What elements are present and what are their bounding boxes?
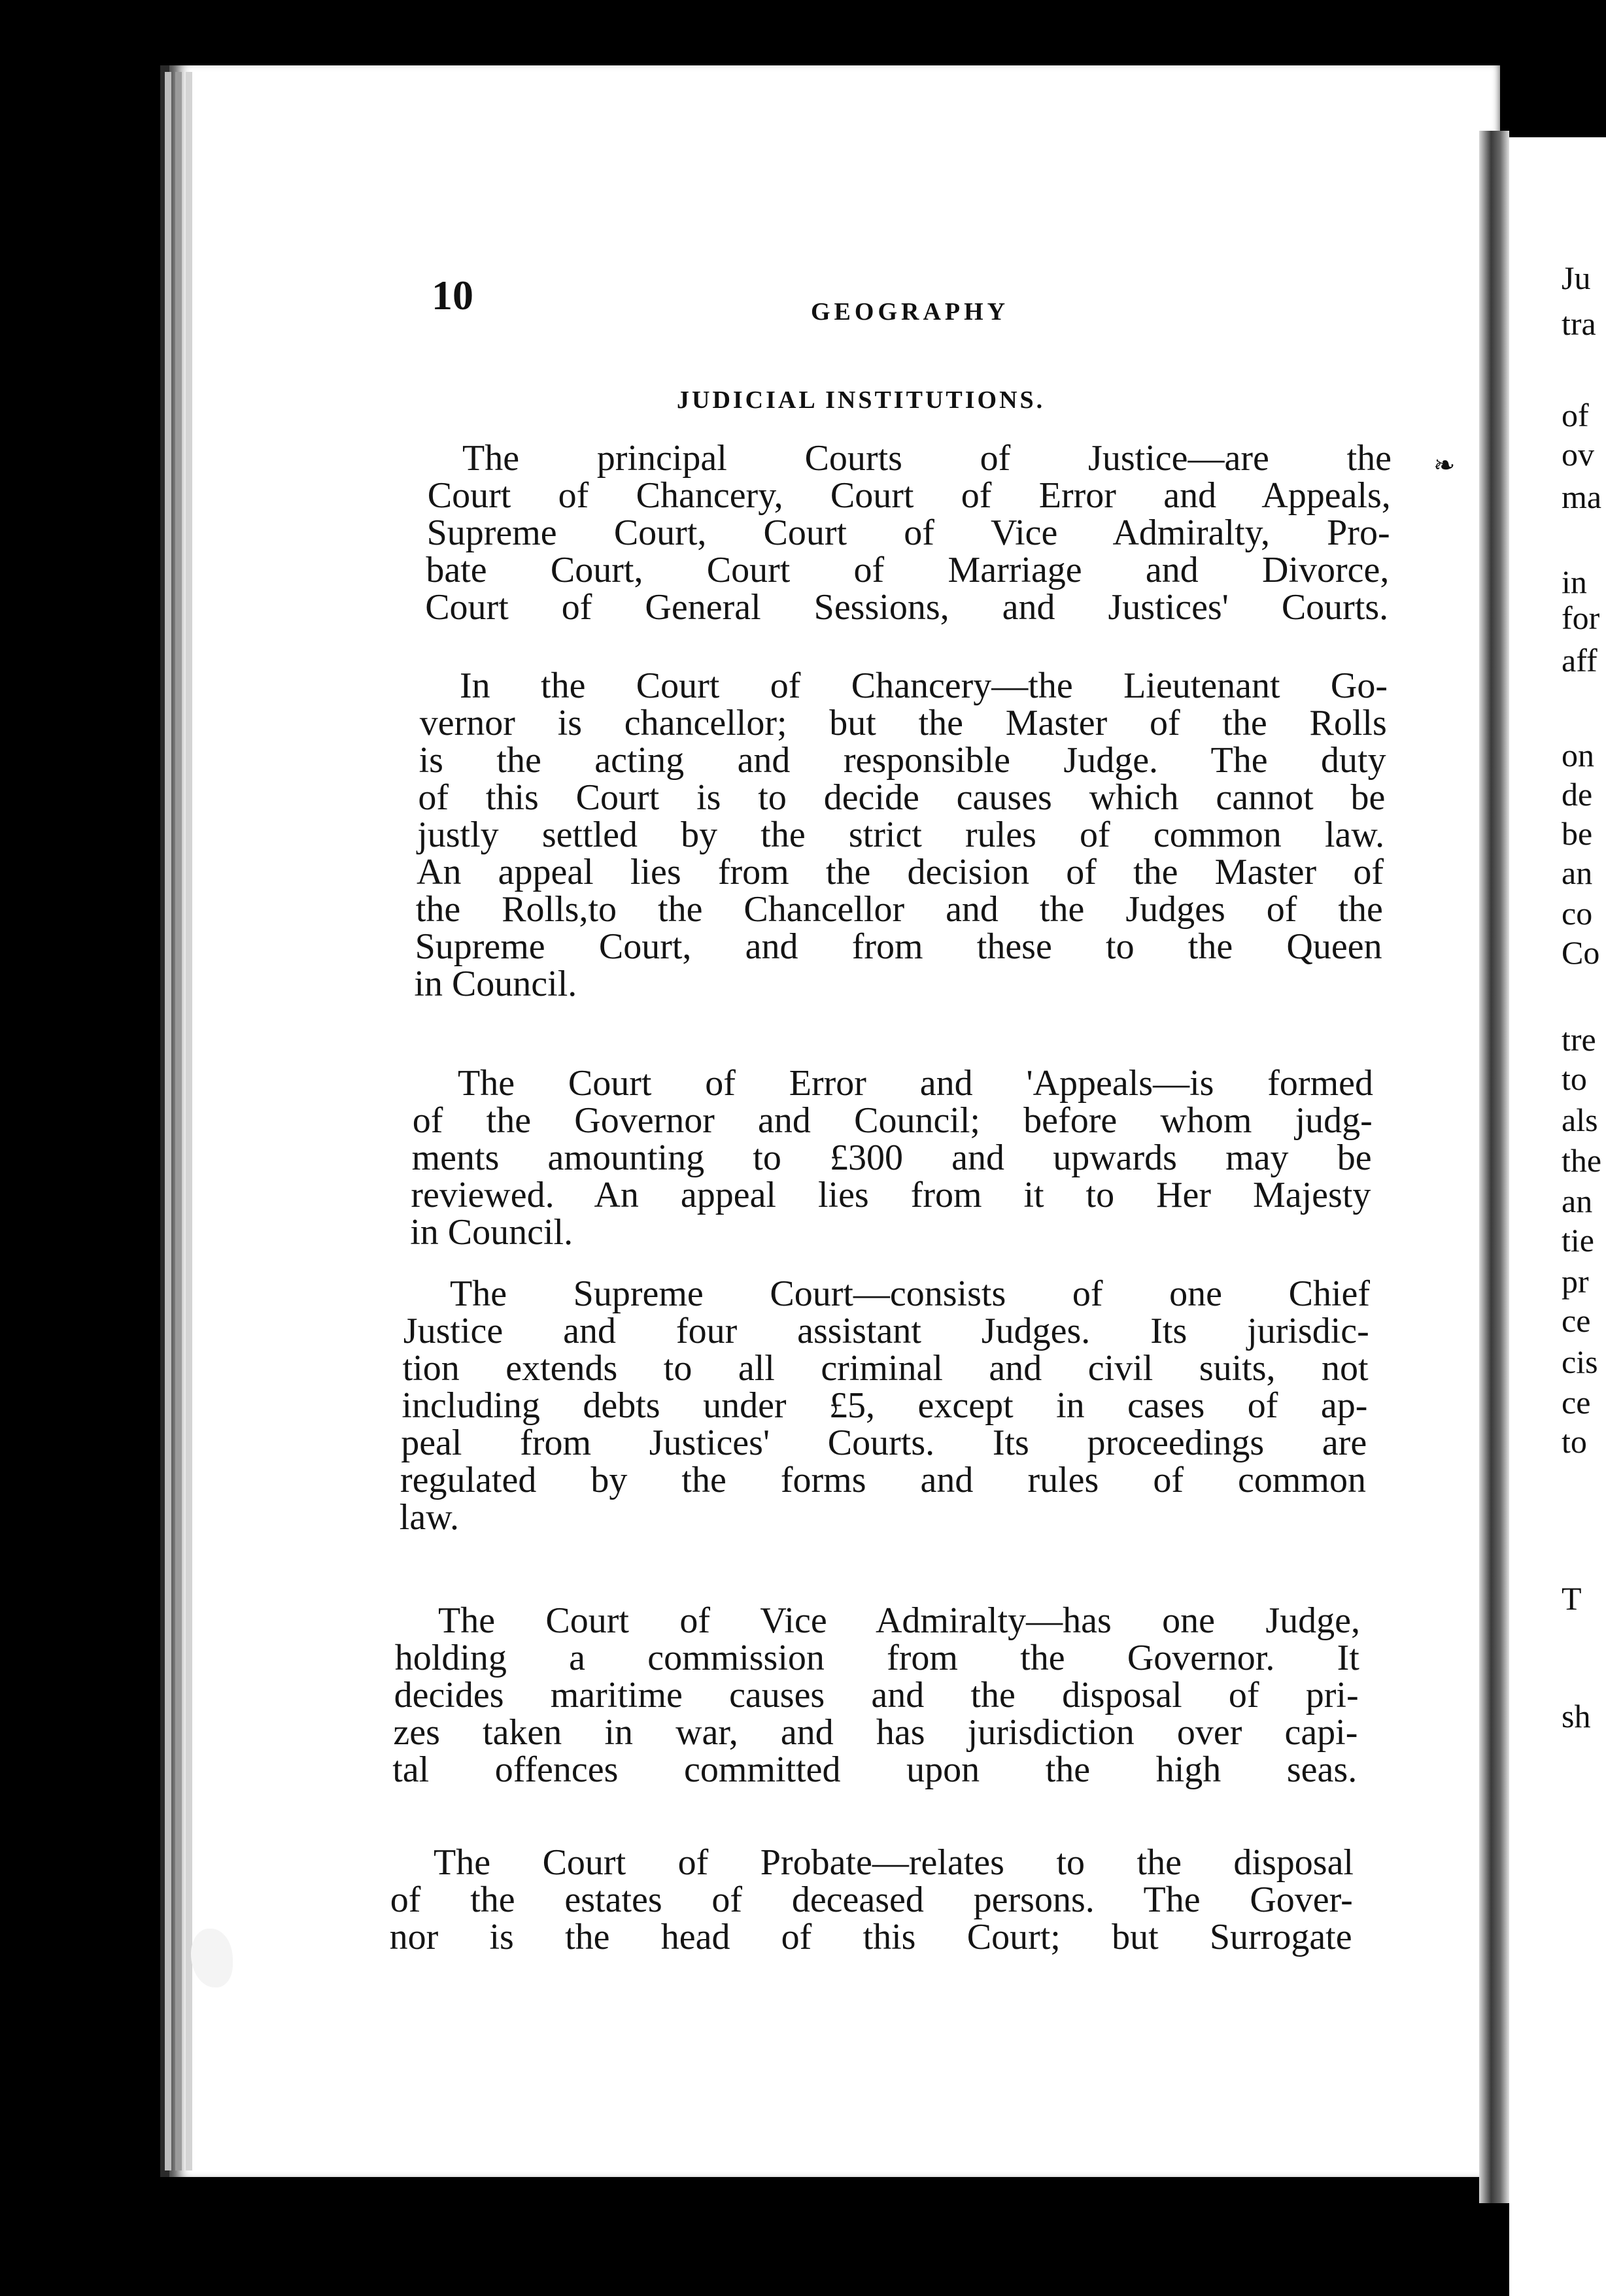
facing-page-fragment: ma: [1562, 479, 1602, 515]
text-line: holding a commission from the Governor. It: [394, 1638, 1359, 1678]
facing-page-fragment: to: [1562, 1060, 1587, 1097]
facing-page-fragment: an: [1562, 854, 1593, 891]
text-line: In the Court of Chancery—the Lieutenant Go-: [460, 666, 1388, 706]
text-line: of the Governor and Council; before whom judg-: [412, 1100, 1373, 1141]
text-line: The Court of Probate—relates to the disposal: [434, 1842, 1354, 1883]
text-line: including debts under £5, except in cases of ap-: [402, 1385, 1368, 1426]
facing-page-fragment: cis: [1562, 1343, 1598, 1380]
text-line: law.: [399, 1497, 460, 1538]
facing-page-fragment: an: [1562, 1183, 1593, 1219]
facing-page: [1509, 137, 1606, 2296]
page-edge: [186, 72, 192, 2170]
text-line: tion extends to all criminal and civil suits, not: [402, 1348, 1369, 1389]
text-line: in Council.: [414, 964, 577, 1004]
facing-page-fragment: ce: [1562, 1384, 1591, 1421]
facing-page-fragment: co: [1562, 895, 1593, 932]
text-line: ments amounting to £300 and upwards may be: [411, 1138, 1372, 1178]
facing-page-fragment: tie: [1562, 1222, 1594, 1258]
text-line: Court of General Sessions, and Justices' Courts.: [425, 587, 1389, 628]
text-line: The principal Courts of Justice—are the: [462, 438, 1392, 479]
section-title: JUDICIAL INSTITUTIONS.: [677, 386, 1046, 414]
facing-page-fragment: T: [1562, 1580, 1582, 1617]
page-edge: [175, 72, 182, 2170]
facing-page-fragment: ov: [1562, 436, 1594, 473]
text-line: regulated by the forms and rules of common: [400, 1460, 1366, 1500]
facing-page-fragment: aff: [1562, 642, 1597, 679]
text-line: in Council.: [410, 1212, 573, 1253]
page-number: 10: [432, 272, 473, 318]
text-line: Court of Chancery, Court of Error and Appeals,: [427, 475, 1391, 516]
facing-page-fragment: als: [1562, 1102, 1598, 1138]
book-gutter: [1479, 131, 1509, 2203]
text-line: bate Court, Court of Marriage and Divorce,: [426, 550, 1390, 590]
facing-page-fragment: sh: [1562, 1698, 1591, 1734]
text-line: The Court of Error and 'Appeals—is formed: [458, 1063, 1373, 1104]
facing-page-fragment: Co: [1562, 934, 1600, 971]
text-line: Supreme Court, and from these to the Queen: [415, 926, 1382, 967]
facing-page-fragment: ce: [1562, 1302, 1591, 1339]
facing-page-fragment: tra: [1562, 305, 1596, 342]
text-line: The Supreme Court—consists of one Chief: [450, 1274, 1370, 1314]
facing-page-fragment: Ju: [1562, 260, 1591, 296]
text-line: The Court of Vice Admiralty—has one Judge,: [438, 1600, 1360, 1641]
text-line: peal from Justices' Courts. Its proceedings are: [401, 1423, 1367, 1463]
page-edge: [165, 72, 171, 2170]
facing-page-fragment: on: [1562, 737, 1594, 773]
text-line: Supreme Court, Court of Vice Admiralty, Pro-: [426, 513, 1390, 553]
text-line: decides maritime causes and the disposal of pri-: [394, 1675, 1359, 1715]
text-line: of this Court is to decide causes which cannot be: [418, 777, 1386, 818]
facing-page-fragment: in: [1562, 564, 1587, 600]
running-head: GEOGRAPHY: [811, 298, 1010, 326]
ink-mark: ❧: [1433, 450, 1456, 480]
text-line: An appeal lies from the decision of the Master of: [417, 852, 1384, 892]
text-line: nor is the head of this Court; but Surrogate: [389, 1917, 1352, 1957]
text-line: is the acting and responsible Judge. The duty: [419, 740, 1386, 781]
facing-page-fragment: de: [1562, 776, 1593, 813]
text-line: of the estates of deceased persons. The Gover-: [390, 1880, 1353, 1920]
text-line: tal offences committed upon the high seas.: [392, 1749, 1358, 1790]
text-line: Justice and four assistant Judges. Its jurisdic-: [403, 1311, 1369, 1351]
facing-page-fragment: tre: [1562, 1021, 1596, 1058]
text-line: vernor is chancellor; but the Master of the Rolls: [419, 703, 1387, 743]
text-line: reviewed. An appeal lies from it to Her Majesty: [411, 1175, 1371, 1215]
facing-page-fragment: of: [1562, 397, 1589, 433]
text-line: the Rolls,to the Chancellor and the Judges of the: [415, 889, 1383, 930]
facing-page-fragment: pr: [1562, 1263, 1589, 1300]
facing-page-fragment: for: [1562, 599, 1600, 636]
facing-page-fragment: to: [1562, 1423, 1587, 1460]
text-line: justly settled by the strict rules of common law.: [417, 815, 1385, 855]
facing-page-fragment: the: [1562, 1142, 1602, 1179]
facing-page-fragment: be: [1562, 815, 1593, 852]
text-line: zes taken in war, and has jurisdiction over capi-: [393, 1712, 1358, 1753]
